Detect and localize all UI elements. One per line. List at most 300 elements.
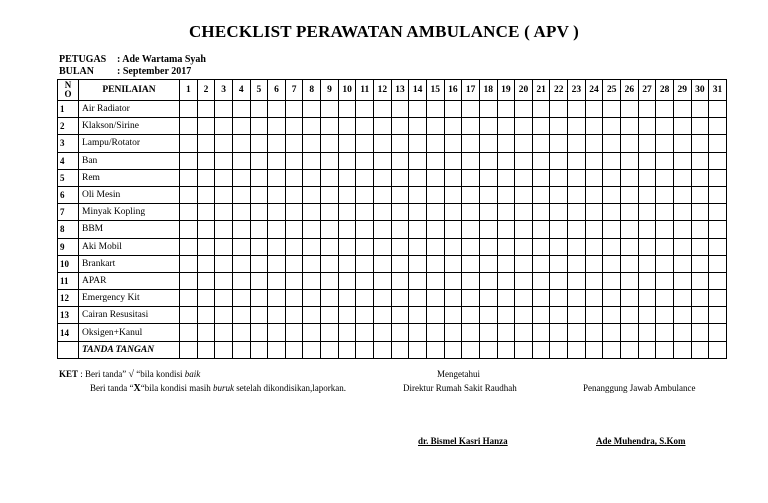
check-cell[interactable] (621, 272, 639, 289)
check-cell[interactable] (250, 221, 268, 238)
check-cell[interactable] (568, 118, 586, 135)
check-cell[interactable] (391, 238, 409, 255)
check-cell[interactable] (497, 135, 515, 152)
check-cell[interactable] (321, 118, 339, 135)
check-cell[interactable] (426, 307, 444, 324)
check-cell[interactable] (409, 101, 427, 118)
check-cell[interactable] (444, 307, 462, 324)
check-cell[interactable] (638, 186, 656, 203)
check-cell[interactable] (638, 324, 656, 341)
check-cell[interactable] (603, 238, 621, 255)
check-cell[interactable] (374, 290, 392, 307)
check-cell[interactable] (409, 169, 427, 186)
check-cell[interactable] (444, 186, 462, 203)
signature-cell[interactable] (285, 341, 303, 358)
check-cell[interactable] (180, 186, 198, 203)
check-cell[interactable] (409, 290, 427, 307)
check-cell[interactable] (621, 238, 639, 255)
check-cell[interactable] (180, 221, 198, 238)
signature-cell[interactable] (479, 341, 497, 358)
check-cell[interactable] (250, 290, 268, 307)
check-cell[interactable] (638, 221, 656, 238)
check-cell[interactable] (603, 221, 621, 238)
check-cell[interactable] (532, 255, 550, 272)
check-cell[interactable] (356, 255, 374, 272)
check-cell[interactable] (621, 221, 639, 238)
check-cell[interactable] (550, 118, 568, 135)
check-cell[interactable] (479, 169, 497, 186)
check-cell[interactable] (197, 324, 215, 341)
check-cell[interactable] (356, 324, 374, 341)
check-cell[interactable] (232, 118, 250, 135)
check-cell[interactable] (356, 290, 374, 307)
check-cell[interactable] (497, 324, 515, 341)
check-cell[interactable] (621, 152, 639, 169)
check-cell[interactable] (409, 238, 427, 255)
check-cell[interactable] (374, 324, 392, 341)
check-cell[interactable] (426, 221, 444, 238)
check-cell[interactable] (426, 238, 444, 255)
signature-cell[interactable] (462, 341, 480, 358)
check-cell[interactable] (391, 324, 409, 341)
check-cell[interactable] (691, 290, 709, 307)
check-cell[interactable] (568, 307, 586, 324)
check-cell[interactable] (656, 290, 674, 307)
check-cell[interactable] (391, 169, 409, 186)
check-cell[interactable] (462, 152, 480, 169)
check-cell[interactable] (550, 186, 568, 203)
check-cell[interactable] (709, 324, 727, 341)
check-cell[interactable] (691, 101, 709, 118)
check-cell[interactable] (197, 238, 215, 255)
check-cell[interactable] (374, 272, 392, 289)
check-cell[interactable] (268, 307, 286, 324)
check-cell[interactable] (250, 186, 268, 203)
check-cell[interactable] (603, 307, 621, 324)
check-cell[interactable] (250, 238, 268, 255)
check-cell[interactable] (391, 152, 409, 169)
signature-cell[interactable] (268, 341, 286, 358)
check-cell[interactable] (691, 255, 709, 272)
check-cell[interactable] (338, 135, 356, 152)
signature-cell[interactable] (250, 341, 268, 358)
check-cell[interactable] (250, 204, 268, 221)
check-cell[interactable] (268, 101, 286, 118)
check-cell[interactable] (444, 118, 462, 135)
check-cell[interactable] (391, 307, 409, 324)
check-cell[interactable] (232, 238, 250, 255)
check-cell[interactable] (515, 101, 533, 118)
check-cell[interactable] (197, 118, 215, 135)
check-cell[interactable] (603, 186, 621, 203)
check-cell[interactable] (550, 324, 568, 341)
check-cell[interactable] (673, 238, 691, 255)
check-cell[interactable] (444, 272, 462, 289)
check-cell[interactable] (603, 272, 621, 289)
check-cell[interactable] (462, 272, 480, 289)
check-cell[interactable] (426, 272, 444, 289)
check-cell[interactable] (426, 186, 444, 203)
check-cell[interactable] (673, 101, 691, 118)
check-cell[interactable] (268, 118, 286, 135)
check-cell[interactable] (585, 238, 603, 255)
check-cell[interactable] (268, 186, 286, 203)
check-cell[interactable] (691, 169, 709, 186)
check-cell[interactable] (462, 324, 480, 341)
check-cell[interactable] (303, 221, 321, 238)
check-cell[interactable] (638, 255, 656, 272)
check-cell[interactable] (426, 324, 444, 341)
signature-cell[interactable] (691, 341, 709, 358)
check-cell[interactable] (550, 169, 568, 186)
check-cell[interactable] (232, 204, 250, 221)
check-cell[interactable] (285, 101, 303, 118)
check-cell[interactable] (462, 118, 480, 135)
check-cell[interactable] (250, 135, 268, 152)
check-cell[interactable] (621, 118, 639, 135)
check-cell[interactable] (180, 238, 198, 255)
check-cell[interactable] (391, 255, 409, 272)
check-cell[interactable] (709, 186, 727, 203)
check-cell[interactable] (250, 307, 268, 324)
check-cell[interactable] (462, 101, 480, 118)
check-cell[interactable] (250, 169, 268, 186)
check-cell[interactable] (585, 221, 603, 238)
check-cell[interactable] (568, 204, 586, 221)
check-cell[interactable] (532, 186, 550, 203)
check-cell[interactable] (391, 221, 409, 238)
check-cell[interactable] (321, 169, 339, 186)
check-cell[interactable] (515, 307, 533, 324)
check-cell[interactable] (356, 204, 374, 221)
check-cell[interactable] (638, 272, 656, 289)
check-cell[interactable] (479, 238, 497, 255)
check-cell[interactable] (621, 186, 639, 203)
check-cell[interactable] (444, 152, 462, 169)
check-cell[interactable] (462, 238, 480, 255)
check-cell[interactable] (585, 152, 603, 169)
check-cell[interactable] (409, 324, 427, 341)
check-cell[interactable] (321, 255, 339, 272)
check-cell[interactable] (479, 186, 497, 203)
check-cell[interactable] (374, 307, 392, 324)
signature-cell[interactable] (709, 341, 727, 358)
check-cell[interactable] (215, 204, 233, 221)
check-cell[interactable] (180, 324, 198, 341)
check-cell[interactable] (568, 152, 586, 169)
check-cell[interactable] (374, 135, 392, 152)
check-cell[interactable] (568, 186, 586, 203)
check-cell[interactable] (426, 152, 444, 169)
check-cell[interactable] (285, 238, 303, 255)
check-cell[interactable] (603, 204, 621, 221)
signature-cell[interactable] (374, 341, 392, 358)
check-cell[interactable] (338, 152, 356, 169)
check-cell[interactable] (532, 169, 550, 186)
check-cell[interactable] (444, 169, 462, 186)
check-cell[interactable] (321, 307, 339, 324)
check-cell[interactable] (585, 272, 603, 289)
check-cell[interactable] (709, 135, 727, 152)
check-cell[interactable] (426, 101, 444, 118)
check-cell[interactable] (550, 238, 568, 255)
check-cell[interactable] (180, 255, 198, 272)
check-cell[interactable] (215, 221, 233, 238)
check-cell[interactable] (656, 186, 674, 203)
check-cell[interactable] (462, 204, 480, 221)
check-cell[interactable] (497, 255, 515, 272)
check-cell[interactable] (409, 255, 427, 272)
check-cell[interactable] (250, 118, 268, 135)
signature-cell[interactable] (603, 341, 621, 358)
check-cell[interactable] (180, 290, 198, 307)
check-cell[interactable] (621, 255, 639, 272)
check-cell[interactable] (374, 169, 392, 186)
check-cell[interactable] (338, 186, 356, 203)
check-cell[interactable] (656, 118, 674, 135)
check-cell[interactable] (268, 272, 286, 289)
check-cell[interactable] (180, 272, 198, 289)
check-cell[interactable] (497, 272, 515, 289)
check-cell[interactable] (374, 101, 392, 118)
check-cell[interactable] (709, 221, 727, 238)
signature-cell[interactable] (215, 341, 233, 358)
signature-cell[interactable] (568, 341, 586, 358)
check-cell[interactable] (303, 307, 321, 324)
signature-cell[interactable] (391, 341, 409, 358)
check-cell[interactable] (215, 238, 233, 255)
check-cell[interactable] (515, 118, 533, 135)
check-cell[interactable] (532, 221, 550, 238)
check-cell[interactable] (303, 204, 321, 221)
check-cell[interactable] (532, 118, 550, 135)
check-cell[interactable] (197, 101, 215, 118)
check-cell[interactable] (479, 204, 497, 221)
check-cell[interactable] (515, 204, 533, 221)
check-cell[interactable] (180, 101, 198, 118)
check-cell[interactable] (709, 272, 727, 289)
check-cell[interactable] (321, 238, 339, 255)
check-cell[interactable] (215, 101, 233, 118)
check-cell[interactable] (638, 101, 656, 118)
check-cell[interactable] (356, 272, 374, 289)
check-cell[interactable] (197, 204, 215, 221)
check-cell[interactable] (338, 255, 356, 272)
check-cell[interactable] (303, 101, 321, 118)
signature-cell[interactable] (426, 341, 444, 358)
check-cell[interactable] (285, 255, 303, 272)
check-cell[interactable] (303, 169, 321, 186)
check-cell[interactable] (656, 101, 674, 118)
check-cell[interactable] (462, 221, 480, 238)
check-cell[interactable] (303, 118, 321, 135)
check-cell[interactable] (232, 152, 250, 169)
signature-cell[interactable] (638, 341, 656, 358)
check-cell[interactable] (585, 307, 603, 324)
check-cell[interactable] (532, 324, 550, 341)
check-cell[interactable] (673, 272, 691, 289)
check-cell[interactable] (197, 272, 215, 289)
check-cell[interactable] (374, 152, 392, 169)
check-cell[interactable] (568, 290, 586, 307)
check-cell[interactable] (338, 118, 356, 135)
check-cell[interactable] (303, 135, 321, 152)
check-cell[interactable] (497, 204, 515, 221)
check-cell[interactable] (374, 255, 392, 272)
check-cell[interactable] (621, 324, 639, 341)
check-cell[interactable] (356, 186, 374, 203)
check-cell[interactable] (444, 135, 462, 152)
check-cell[interactable] (550, 255, 568, 272)
check-cell[interactable] (603, 324, 621, 341)
check-cell[interactable] (232, 135, 250, 152)
check-cell[interactable] (374, 238, 392, 255)
check-cell[interactable] (638, 238, 656, 255)
check-cell[interactable] (444, 238, 462, 255)
check-cell[interactable] (268, 169, 286, 186)
check-cell[interactable] (462, 169, 480, 186)
check-cell[interactable] (250, 152, 268, 169)
check-cell[interactable] (656, 152, 674, 169)
check-cell[interactable] (603, 290, 621, 307)
check-cell[interactable] (709, 204, 727, 221)
check-cell[interactable] (691, 186, 709, 203)
check-cell[interactable] (638, 204, 656, 221)
check-cell[interactable] (268, 255, 286, 272)
signature-cell[interactable] (444, 341, 462, 358)
check-cell[interactable] (515, 272, 533, 289)
check-cell[interactable] (303, 238, 321, 255)
check-cell[interactable] (568, 255, 586, 272)
check-cell[interactable] (515, 290, 533, 307)
check-cell[interactable] (532, 204, 550, 221)
check-cell[interactable] (709, 255, 727, 272)
check-cell[interactable] (497, 307, 515, 324)
check-cell[interactable] (232, 221, 250, 238)
check-cell[interactable] (409, 186, 427, 203)
check-cell[interactable] (426, 169, 444, 186)
check-cell[interactable] (303, 152, 321, 169)
check-cell[interactable] (268, 221, 286, 238)
check-cell[interactable] (268, 204, 286, 221)
check-cell[interactable] (321, 101, 339, 118)
check-cell[interactable] (656, 135, 674, 152)
check-cell[interactable] (444, 101, 462, 118)
check-cell[interactable] (356, 101, 374, 118)
check-cell[interactable] (709, 238, 727, 255)
check-cell[interactable] (462, 255, 480, 272)
check-cell[interactable] (621, 307, 639, 324)
check-cell[interactable] (709, 101, 727, 118)
check-cell[interactable] (603, 135, 621, 152)
check-cell[interactable] (585, 101, 603, 118)
check-cell[interactable] (444, 290, 462, 307)
check-cell[interactable] (691, 135, 709, 152)
check-cell[interactable] (232, 290, 250, 307)
check-cell[interactable] (232, 272, 250, 289)
check-cell[interactable] (321, 290, 339, 307)
check-cell[interactable] (479, 152, 497, 169)
check-cell[interactable] (374, 186, 392, 203)
check-cell[interactable] (479, 221, 497, 238)
signature-cell[interactable] (550, 341, 568, 358)
check-cell[interactable] (197, 221, 215, 238)
check-cell[interactable] (303, 255, 321, 272)
check-cell[interactable] (180, 307, 198, 324)
check-cell[interactable] (638, 169, 656, 186)
check-cell[interactable] (215, 255, 233, 272)
check-cell[interactable] (691, 307, 709, 324)
check-cell[interactable] (338, 101, 356, 118)
check-cell[interactable] (462, 307, 480, 324)
signature-cell[interactable] (515, 341, 533, 358)
check-cell[interactable] (497, 186, 515, 203)
check-cell[interactable] (673, 169, 691, 186)
check-cell[interactable] (638, 135, 656, 152)
check-cell[interactable] (444, 204, 462, 221)
check-cell[interactable] (444, 221, 462, 238)
check-cell[interactable] (550, 272, 568, 289)
signature-cell[interactable] (338, 341, 356, 358)
check-cell[interactable] (603, 255, 621, 272)
check-cell[interactable] (250, 272, 268, 289)
check-cell[interactable] (479, 255, 497, 272)
check-cell[interactable] (638, 307, 656, 324)
check-cell[interactable] (497, 221, 515, 238)
check-cell[interactable] (691, 152, 709, 169)
check-cell[interactable] (338, 290, 356, 307)
check-cell[interactable] (673, 290, 691, 307)
check-cell[interactable] (532, 290, 550, 307)
check-cell[interactable] (550, 221, 568, 238)
check-cell[interactable] (268, 290, 286, 307)
check-cell[interactable] (550, 307, 568, 324)
check-cell[interactable] (321, 135, 339, 152)
check-cell[interactable] (497, 290, 515, 307)
check-cell[interactable] (321, 324, 339, 341)
check-cell[interactable] (479, 135, 497, 152)
check-cell[interactable] (391, 101, 409, 118)
check-cell[interactable] (338, 307, 356, 324)
check-cell[interactable] (691, 324, 709, 341)
check-cell[interactable] (673, 255, 691, 272)
check-cell[interactable] (638, 290, 656, 307)
check-cell[interactable] (197, 307, 215, 324)
check-cell[interactable] (479, 272, 497, 289)
check-cell[interactable] (321, 272, 339, 289)
check-cell[interactable] (656, 307, 674, 324)
check-cell[interactable] (603, 118, 621, 135)
check-cell[interactable] (303, 324, 321, 341)
check-cell[interactable] (250, 255, 268, 272)
check-cell[interactable] (532, 272, 550, 289)
check-cell[interactable] (656, 204, 674, 221)
check-cell[interactable] (215, 272, 233, 289)
check-cell[interactable] (497, 238, 515, 255)
check-cell[interactable] (321, 186, 339, 203)
check-cell[interactable] (232, 255, 250, 272)
check-cell[interactable] (709, 307, 727, 324)
check-cell[interactable] (638, 118, 656, 135)
check-cell[interactable] (691, 204, 709, 221)
signature-cell[interactable] (356, 341, 374, 358)
check-cell[interactable] (409, 307, 427, 324)
check-cell[interactable] (656, 272, 674, 289)
check-cell[interactable] (303, 290, 321, 307)
check-cell[interactable] (391, 135, 409, 152)
check-cell[interactable] (285, 290, 303, 307)
check-cell[interactable] (497, 152, 515, 169)
